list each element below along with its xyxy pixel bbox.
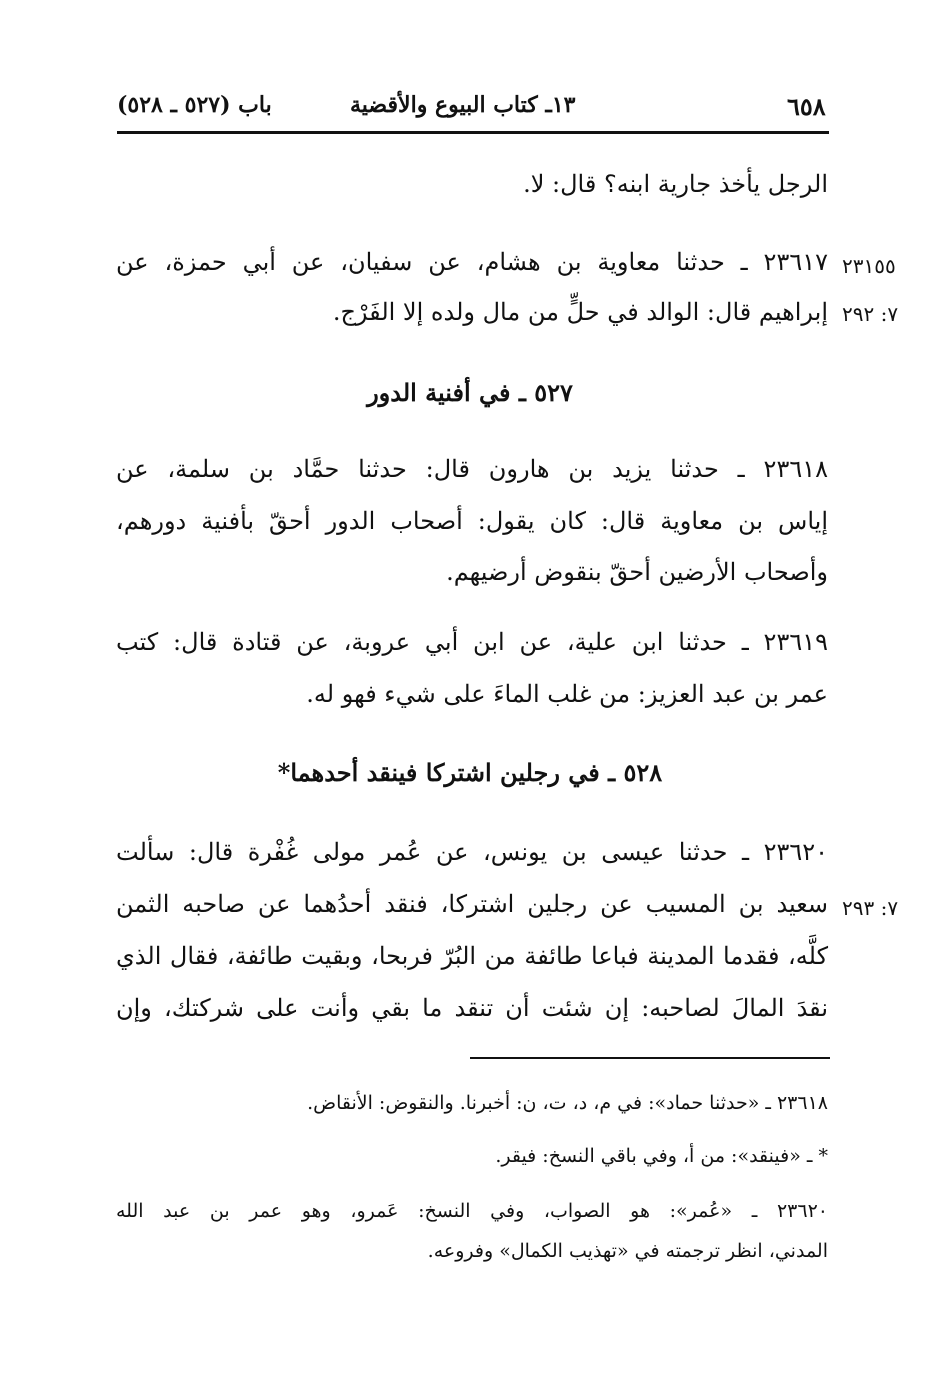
margin-reference: ٧: ٢٩٢ (842, 302, 899, 326)
hadith-23620-line-2: سعيد بن المسيب عن رجلين اشتركا، فنقد أحدُهما عن صاحبه الثمن (116, 890, 828, 918)
margin-reference: ٢٣١٥٥ (842, 254, 896, 278)
header-rule (117, 131, 829, 134)
chapter-range: باب (٥٢٧ ـ ٥٢٨) (117, 92, 272, 118)
page-number: ٦٥٨ (787, 92, 826, 121)
hadith-23617-line-2: إبراهيم قال: الوالد في حلٍّ من مال ولده إلا الفَرْج. (332, 298, 828, 326)
book-title: ١٣ـ كتاب البيوع والأقضية (350, 92, 576, 118)
footnote: المدني، انظر ترجمته في «تهذيب الكمال» وفروعه. (427, 1240, 828, 1262)
body-line: الرجل يأخذ جارية ابنه؟ قال: لا. (523, 170, 828, 198)
footnote: ٢٣٦١٨ ـ «حدثنا حماد»: في م، د، ت، ن: أخبرنا. والنقوض: الأنقاض. (307, 1092, 828, 1114)
footnote-rule (470, 1057, 830, 1059)
section-heading-528: ٥٢٨ ـ في رجلين اشتركا فينقد أحدهما* (277, 758, 663, 787)
footnote: ٢٣٦٢٠ ـ «عُمر»: هو الصواب، وفي النسخ: عَمرو، وهو عمر بن عبد الله (116, 1200, 828, 1222)
hadith-23620-line-4: نقدَ المالَ لصاحبه: إن شئت أن تنقد ما بقي وأنت على شركتك، وإن (116, 994, 828, 1022)
hadith-23618-line-3: وأصحاب الأرضين أحقّ بنقوض أرضيهم. (446, 558, 828, 586)
hadith-23620-line-1: ٢٣٦٢٠ ـ حدثنا عيسى بن يونس، عن عُمر مولى غُفْرة قال: سألت (116, 838, 829, 866)
section-heading-527: ٥٢٧ ـ في أفنية الدور (367, 378, 573, 407)
margin-reference: ٧: ٢٩٣ (842, 896, 899, 920)
hadith-23618-line-2: إياس بن معاوية قال: كان يقول: أصحاب الدور أحقّ بأفنية دورهم، (116, 507, 828, 535)
hadith-23618-line-1: ٢٣٦١٨ ـ حدثنا يزيد بن هارون قال: حدثنا حمَّاد بن سلمة، عن (116, 455, 828, 483)
hadith-23620-line-3: كلَّه، فقدما المدينة فباعا طائفة من البُرّ فربحا، وبقيت طائفة، فقال الذي (116, 942, 828, 970)
hadith-23619-line-2: عمر بن عبد العزيز: من غلب الماءَ على شيء فهو له. (306, 680, 828, 708)
hadith-23617-line-1: ٢٣٦١٧ ـ حدثنا معاوية بن هشام، عن سفيان، عن أبي حمزة، عن (116, 248, 828, 276)
footnote: * ـ «فينقد»: من أ، وفي باقي النسخ: فيقر. (495, 1145, 828, 1167)
hadith-23619-line-1: ٢٣٦١٩ ـ حدثنا ابن علية، عن ابن أبي عروبة، عن قتادة قال: كتب (116, 628, 828, 656)
